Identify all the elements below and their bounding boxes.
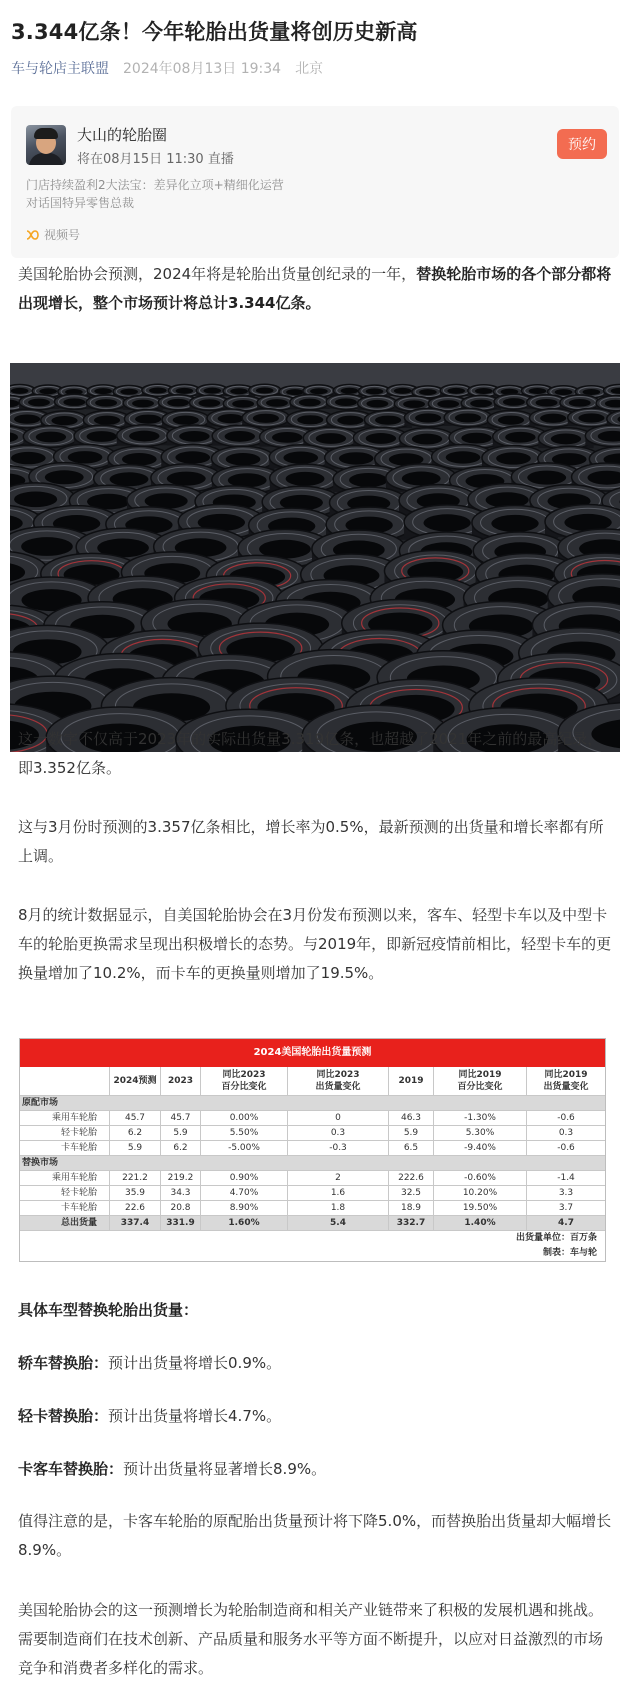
- table-row: [20, 1171, 605, 1186]
- tire-rim-hole: [366, 433, 396, 444]
- tire-rim-hole: [339, 452, 374, 464]
- tire-rim-hole: [272, 432, 302, 443]
- channel-label: 视频号: [44, 228, 81, 242]
- table-section-row: [20, 1096, 605, 1111]
- channels-icon: [26, 229, 40, 241]
- tire-rim-hole: [68, 451, 103, 463]
- tire-rim-hole: [341, 388, 359, 394]
- table-cell: -0.60%: [434, 1171, 527, 1185]
- tire-rim-hole: [335, 398, 357, 406]
- item-text: 预计出货量将增长4.7%。: [108, 1407, 282, 1425]
- table-title: 2024美国轮胎出货量预测: [20, 1039, 605, 1067]
- publish-date: 2024年08月13日 19:34: [123, 61, 282, 77]
- table-header-cell: 2019: [389, 1067, 434, 1095]
- tire-rim-hole: [283, 452, 318, 464]
- table-row: [20, 1141, 605, 1156]
- paragraph: 美国轮胎协会的这一预测增长为轮胎制造商和相关产业链带来了积极的发展机遇和挑战。需要制造商们在技术创新、产品质量和服务水平等方面不断提升，以应对日益激烈的市场竞争和消费者多样化的需求。: [18, 1601, 604, 1677]
- table-cell: 5.30%: [434, 1126, 527, 1140]
- tire-rim-hole: [149, 388, 167, 394]
- tire-rim-hole: [583, 389, 601, 395]
- light-truck-replacement-item: [18, 1402, 281, 1431]
- tire-rim-hole: [402, 472, 441, 486]
- tire-rim-hole: [132, 400, 154, 408]
- table-cell: 0.00%: [201, 1111, 288, 1125]
- tire-rim-hole: [232, 400, 254, 408]
- table-cell: 5.9: [161, 1126, 201, 1140]
- table-cell: 46.3: [389, 1111, 434, 1125]
- tire-rim-hole: [349, 473, 388, 487]
- live-schedule: 将在08月15日 11:30 直播: [77, 152, 234, 167]
- table-row: [20, 1111, 605, 1126]
- tire-rim-hole: [218, 414, 244, 423]
- tire-rim-hole: [120, 389, 138, 395]
- table-cell: -0.6: [557, 1143, 575, 1153]
- table-cell: -0.3: [288, 1141, 389, 1155]
- tire-rim-hole: [447, 388, 465, 394]
- table-cell: 34.3: [161, 1186, 201, 1200]
- tire-rim-hole: [225, 431, 255, 442]
- tire-rim-hole: [316, 433, 346, 444]
- table-cell: 19.50%: [434, 1201, 527, 1215]
- live-description-line: 对话国特异零售总裁: [26, 196, 135, 210]
- host-name: 大山的轮胎圈: [77, 126, 168, 144]
- tire-rim-hole: [63, 398, 85, 406]
- table-cell: 4.7: [558, 1218, 574, 1228]
- publish-location: 北京: [295, 61, 324, 77]
- tire-rim-hole: [503, 398, 525, 406]
- tire-rim-hole: [39, 388, 57, 394]
- table-cell: 1.40%: [434, 1216, 527, 1230]
- tire-rim-hole: [286, 472, 325, 486]
- table-cell: 0.3: [558, 1128, 574, 1138]
- live-reservation-card[interactable]: [11, 106, 619, 258]
- table-cell: 3.3: [558, 1188, 574, 1198]
- table-cell: 轻卡轮胎: [20, 1126, 110, 1140]
- tire-rim-hole: [11, 452, 46, 464]
- paragraph: 这与3月份时预测的3.357亿条相比，增长率为0.5%，最新预测的出货量和增长率都有所上调。: [18, 818, 604, 865]
- forecast-table: [19, 1038, 606, 1262]
- item-label: 轿车替换胎：: [18, 1354, 109, 1372]
- live-description-line: 门店持续盈利2大法宝：差异化立项+精细化运营: [26, 178, 284, 192]
- table-cell: 乘用车轮胎: [20, 1171, 110, 1185]
- paragraph: 这一数字不仅高于2023年的实际出货量3.319亿条，也超越了2021年之前的最高纪录，即3.352亿条。: [18, 730, 603, 777]
- tire-rim-hole: [475, 388, 493, 394]
- tire-rim-hole: [226, 453, 261, 465]
- table-cell: 5.9: [110, 1141, 161, 1155]
- tire-rim-hole: [455, 413, 481, 422]
- table-header-cell: 同比2023 出货量变化: [288, 1067, 389, 1095]
- table-cell: 1.60%: [201, 1216, 288, 1230]
- tire-rim-hole: [266, 399, 288, 407]
- tire-rim-hole: [437, 400, 459, 408]
- item-text: 预计出货量将增长0.9%。: [108, 1354, 282, 1372]
- tire-rim-hole: [175, 451, 210, 463]
- tire-rim-hole: [527, 471, 566, 485]
- tire-rim-hole: [310, 388, 328, 394]
- car-replacement-item: [18, 1349, 281, 1378]
- table-cell: 0.3: [288, 1126, 389, 1140]
- tire-rim-hole: [394, 388, 412, 394]
- table-cell: 35.9: [110, 1186, 161, 1200]
- table-cell: 0: [288, 1111, 389, 1125]
- tire-rim-hole: [179, 431, 209, 442]
- item-label: 轻卡替换胎：: [18, 1407, 109, 1425]
- table-header-cell: 2024预测: [110, 1067, 161, 1095]
- tire-rim-hole: [366, 400, 388, 408]
- table-cell: 20.8: [161, 1201, 201, 1215]
- tire-rim-hole: [122, 453, 157, 465]
- table-section-row: [20, 1156, 605, 1171]
- table-cell: -0.6: [557, 1113, 575, 1123]
- tire-rim-hole: [21, 537, 73, 556]
- table-row: [20, 1126, 605, 1141]
- tire-rim-hole: [419, 389, 437, 395]
- table-cell: 332.7: [389, 1216, 434, 1230]
- tire-rim-hole: [230, 388, 248, 394]
- live-description: [26, 176, 284, 212]
- tire-rim-hole: [256, 387, 274, 393]
- table-cell: 22.6: [110, 1201, 161, 1215]
- tire-rim-hole: [51, 416, 77, 425]
- tire-rim-hole: [299, 399, 321, 407]
- table-cell: 总出货量: [20, 1216, 110, 1230]
- tire-rim-hole: [297, 415, 323, 424]
- table-cell: 10.20%: [434, 1186, 527, 1200]
- table-cell: 6.2: [161, 1141, 201, 1155]
- table-cell: -5.00%: [201, 1141, 288, 1155]
- tire-rim-hole: [578, 413, 604, 422]
- tire-warehouse-photo: [10, 363, 620, 752]
- tire-rim-hole: [491, 515, 538, 532]
- paragraph: 值得注意的是，卡客车轮胎的原配胎出货量预计将下降5.0%，而替换胎出货量却大幅增长8.9%。: [18, 1512, 612, 1559]
- tire-rim-hole: [87, 431, 117, 442]
- tire-rim-hole: [167, 472, 206, 486]
- table-cell: 乘用车轮胎: [20, 1111, 110, 1125]
- table-row: [20, 1186, 605, 1201]
- table-cell: -1.30%: [434, 1111, 527, 1125]
- tire-stacks-illustration: [10, 363, 620, 752]
- tire-rim-hole: [28, 399, 50, 407]
- intro-bold: 替换轮胎市场的各个部分都将出现增长，整个市场预计将总计3.344亿条。: [18, 265, 612, 312]
- tire-rim-hole: [366, 388, 384, 394]
- tire-rim-hole: [135, 415, 161, 424]
- table-header-row: [20, 1067, 605, 1096]
- tire-rim-hole: [94, 416, 120, 425]
- table-header-cell: 同比2019 出货量变化: [543, 1070, 589, 1092]
- table-cell: 337.4: [110, 1216, 161, 1230]
- tire-rim-hole: [94, 388, 112, 394]
- table-cell: 45.7: [161, 1111, 201, 1125]
- table-cell: 1.6: [288, 1186, 389, 1200]
- table-cell: -1.4: [557, 1173, 575, 1183]
- tire-rim-hole: [461, 433, 491, 444]
- item-label: 卡客车替换胎：: [18, 1460, 124, 1478]
- tire-rim-hole: [375, 416, 401, 425]
- table-cell: 卡车轮胎: [20, 1201, 110, 1215]
- tire-rim-hole: [14, 491, 57, 507]
- table-cell: 卡车轮胎: [20, 1141, 110, 1155]
- tire-rim-hole: [198, 399, 220, 407]
- tire-rim-hole: [36, 432, 66, 443]
- tire-rim-hole: [203, 388, 221, 394]
- table-cell: 6.2: [110, 1126, 161, 1140]
- item-text: 预计出货量将显著增长8.9%。: [123, 1460, 327, 1478]
- table-header-cell: 2023: [161, 1067, 201, 1095]
- table-cell: 1.8: [288, 1201, 389, 1215]
- tire-rim-hole: [423, 514, 470, 531]
- tire-rim-hole: [446, 451, 481, 463]
- tire-rim-hole: [529, 388, 547, 394]
- channel-source[interactable]: [26, 226, 80, 243]
- table-total-row: [20, 1216, 605, 1231]
- tire-rim-hole: [173, 415, 199, 424]
- table-cell: 331.9: [161, 1216, 201, 1230]
- table-unit-note: 出货量单位：百万条: [515, 1233, 597, 1243]
- table-header-cell: 同比2019 百分比变化: [434, 1067, 527, 1095]
- tire-rim-hole: [129, 431, 159, 442]
- table-cell: 32.5: [389, 1186, 434, 1200]
- tire-rim-hole: [167, 399, 189, 407]
- tire-rim-hole: [95, 399, 117, 407]
- table-cell: 222.6: [389, 1171, 434, 1185]
- tire-rim-hole: [505, 432, 535, 443]
- tire-rim-hole: [403, 400, 425, 408]
- tire-rim-hole: [540, 414, 566, 423]
- truck-bus-replacement-item: [18, 1455, 326, 1484]
- article-title: 3.344亿条！今年轮胎出货量将创历史新高: [11, 20, 418, 44]
- table-cell: 5.50%: [201, 1126, 288, 1140]
- paragraph: 8月的统计数据显示，自美国轮胎协会在3月份发布预测以来，客车、轻型卡车以及中型卡车的轮胎更换需求呈现出积极增长的态势。与2019年，即新冠疫情前相比，轻型卡车的更换量增加了10.2%，而卡车的更换量则增加了19.5%。: [18, 906, 612, 982]
- table-cell: 6.5: [389, 1141, 434, 1155]
- tire-rim-hole: [551, 434, 581, 445]
- table-cell: 2: [288, 1171, 389, 1185]
- host-avatar: [26, 125, 66, 165]
- tire-rim-hole: [337, 416, 363, 425]
- tire-rim-hole: [470, 400, 492, 408]
- table-cell: 45.7: [110, 1111, 161, 1125]
- table-cell: 3.7: [558, 1203, 574, 1213]
- intro-paragraph: [18, 260, 616, 318]
- tire-rim-hole: [536, 399, 558, 407]
- tire-rim-hole: [496, 452, 531, 464]
- source-link[interactable]: 车与轮店主联盟: [11, 61, 109, 77]
- intro-plain: 美国轮胎协会预测，2024年将是轮胎出货量创纪录的一年，: [18, 265, 417, 283]
- tire-rim-hole: [569, 399, 591, 407]
- tire-rim-hole: [415, 413, 441, 422]
- table-cell: 轻卡轮胎: [20, 1186, 110, 1200]
- tire-rim-hole: [11, 388, 29, 394]
- tire-rim-hole: [253, 414, 279, 423]
- reserve-button[interactable]: 预约: [557, 129, 607, 159]
- article-meta: [11, 58, 323, 78]
- tire-rim-hole: [14, 414, 40, 423]
- table-cell: 221.2: [110, 1171, 161, 1185]
- tire-rim-hole: [110, 472, 149, 486]
- tire-rim-hole: [45, 470, 84, 484]
- tire-rim-hole: [555, 389, 573, 395]
- table-cell: 5.4: [288, 1216, 389, 1230]
- section-heading: 具体车型替换轮胎出货量：: [18, 1301, 199, 1319]
- tire-rim-hole: [286, 389, 304, 395]
- table-cell: 5.9: [389, 1126, 434, 1140]
- table-row: [20, 1201, 605, 1216]
- table-cell: -9.40%: [434, 1141, 527, 1155]
- table-maker-note: 制表：车与轮: [542, 1248, 597, 1258]
- tire-rim-hole: [176, 388, 194, 394]
- section-label: 替换市场: [22, 1158, 59, 1168]
- table-cell: 8.90%: [201, 1201, 288, 1215]
- table-header-cell: 同比2023 百分比变化: [201, 1067, 288, 1095]
- tire-rim-hole: [412, 434, 442, 445]
- tire-rim-hole: [498, 416, 524, 425]
- table-cell: 4.70%: [201, 1186, 288, 1200]
- section-label: 原配市场: [22, 1098, 59, 1108]
- table-cell: 219.2: [161, 1171, 201, 1185]
- table-cell: 0.90%: [201, 1171, 288, 1185]
- table-cell: 18.9: [389, 1201, 434, 1215]
